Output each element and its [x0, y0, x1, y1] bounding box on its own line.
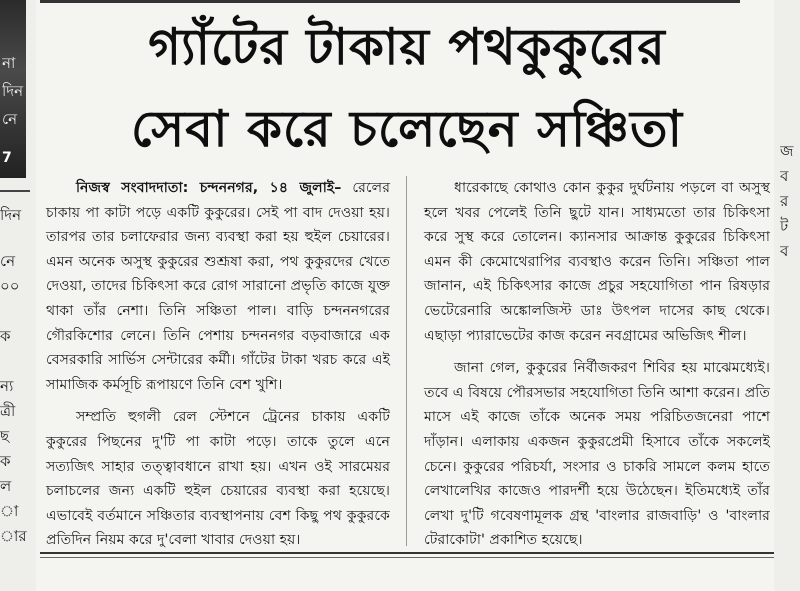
- adjacent-fragment: ন্য: [0, 377, 14, 395]
- adjacent-fragment: ০০: [0, 277, 20, 295]
- adjacent-fragment: ক: [0, 452, 11, 470]
- adjacent-fragment: দিন: [0, 206, 22, 224]
- article-paragraph: ধারেকাছে কোথাও কোন কুকুর দুর্ঘটনায় পড়লে বা অসুস্থ হলে খবর পেলেই তিনি ছুটে যান। সাধ্যমতো তার চিকিৎসা করে সুস্থ করে তোলেন। ক্যানসার আক্রান্ত কুকুরের চিকিৎসা এমন কী কেমোথেরাপির ব্যবস্থাও করেন তিনি। সঞ্চিতা পাল জানান, এই চিকিৎসার কাজে প্রচুর সহযোগিতা পান রিষড়ার ভেটেরেনারি অঙ্কোলজিস্ট ডাঃ উৎপল দাসের কাছ থেকে। এছাড়া প্যারাভেটের কাজ করেন নবগ্রামের অভিজিৎ শীল।: [424, 180, 770, 344]
- column-divider: [406, 176, 407, 546]
- paragraph-text: রেলের চাকায় পা কাটা পড়ে একটি কুকুরের। সেই পা বাদ দেওয়া হয়। তারপর তার চলাফেরার জন্য ব্যবস্থা করা হয় হুইল চেয়ারের। এমন অনেক অসুস্থ কুকুরের শুশ্রূষা করা, পথ কুকুরদের খেতে দেওয়া, তাদের চিকিৎসা করে রোগ সারানো প্রভৃতি কাজে যুক্ত থাকা তাঁর নেশা। তিনি সঞ্চিতা পাল। বাড়ি চন্দননগরের গৌরকিশোর লেনে। তিনি পেশায় চন্দননগর বড়বাজারে এক বেসরকারি সার্ভিস সেন্টারের কর্মী। গাঁটের টাকা খরচ করে এই সামাজিক কর্মসূচি রূপায়ণে তিনি বেশ খুশি।: [46, 180, 390, 393]
- adjacent-fragment: র: [780, 192, 789, 210]
- adjacent-rule: [0, 190, 30, 192]
- dateline: নিজস্ব সংবাদদাতা: চন্দননগর, ১৪ জুলাই–: [76, 180, 342, 196]
- adjacent-fragment: ট: [780, 217, 789, 235]
- right-adjacent-column: [774, 0, 800, 591]
- bottom-rule-thin: [40, 557, 774, 558]
- bottom-rule: [40, 552, 774, 554]
- article-headline: [40, 6, 774, 170]
- adjacent-fragment: ব: [780, 242, 789, 260]
- adjacent-fragment: ত্রী: [0, 402, 16, 420]
- article-column-right: [424, 176, 770, 553]
- top-rule: [40, 0, 740, 3]
- headline-line-1: গ্যাঁটের টাকায় পথকুকুরের: [148, 18, 666, 76]
- adjacent-fragment: ছ: [0, 427, 10, 445]
- adjacent-photo-text: 7: [2, 150, 12, 166]
- article-paragraph: জানা গেল, কুকুরের নির্বীজকরণ শিবির হয় মাঝেমধ্যেই। তবে এ বিষয়ে পৌরসভার সহযোগিতা তিনি আশা করেন। প্রতি মাসে এই কাজে তাঁকে অনেক সময় পরিচিতজনেরা পাশে দাঁড়ান। এলাকায় একজন কুকুরপ্রেমী হিসাবে তাঁকে সকলেই চেনে। কুকুরের পরিচর্যা, সংসার ও চাকরি সামলে কলম হাতে লেখালেখির কাজেও পারদর্শী হয়ে উঠেছেন। ইতিমধ্যেই তাঁর লেখা দু'টি গবেষণামূলক গ্রন্থ 'বাংলার রাজবাড়ি' ও 'বাংলার টেরাকোটা' প্রকাশিত হয়েছে।: [424, 360, 770, 549]
- adjacent-fragment: দিন: [2, 82, 24, 100]
- adjacent-fragment: নে: [0, 252, 16, 270]
- headline-line-2: সেবা করে চলেছেন সঞ্চিতা: [130, 100, 684, 158]
- adjacent-fragment: নে: [2, 110, 18, 128]
- adjacent-fragment: না: [2, 54, 16, 72]
- article-paragraph: সম্প্রতি হুগলী রেল স্টেশনে ট্রেনের চাকায় একটি কুকুরের পিছনের দু'টি পা কাটা পড়ে। তাকে তুলে এনে সত্যজিৎ সাহার তত্ত্বাবধানে রাখা হয়। এখন ওই সারমেয়র চলাচলের জন্য একটি হুইল চেয়ারের ব্যবস্থা করা হয়েছে। এভাবেই বর্তমানে সঞ্চিতার ব্যবস্থাপনায় বেশ কিছু পথ কুকুরকে প্রতিদিন নিয়ম করে দু'বেলা খাবার দেওয়া হয়।: [46, 409, 390, 549]
- article-paragraph: [46, 176, 390, 397]
- adjacent-fragment: ল: [0, 477, 12, 495]
- left-adjacent-column: [0, 0, 36, 591]
- adjacent-fragment: জ: [780, 142, 794, 160]
- adjacent-fragment: া: [0, 502, 19, 520]
- adjacent-fragment: ক: [0, 327, 11, 345]
- adjacent-fragment: ার: [0, 527, 27, 545]
- article-column-left: [46, 176, 390, 553]
- news-article: [40, 0, 774, 591]
- adjacent-fragment: ব: [780, 167, 789, 185]
